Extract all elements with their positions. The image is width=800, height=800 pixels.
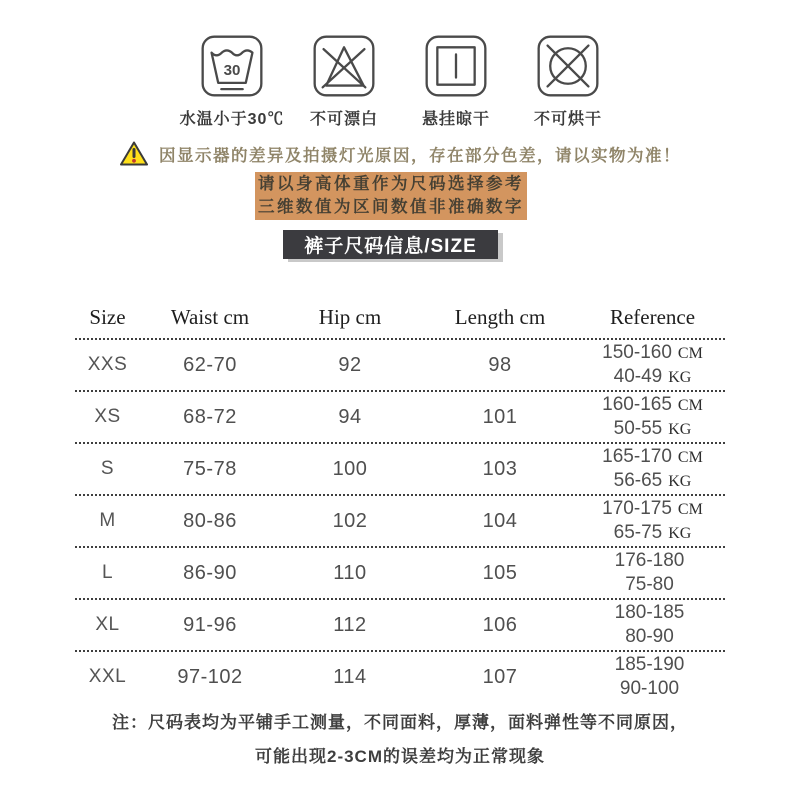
- col-header-reference: Reference: [609, 304, 696, 329]
- reference-weight-line: 65-75 KG: [613, 522, 692, 543]
- reference-height-line: 165-170 CM: [602, 446, 703, 467]
- reference-weight-line: 90-100: [619, 678, 680, 699]
- care-label: 水温小于30℃: [179, 111, 285, 128]
- table-row: [75, 340, 725, 392]
- page-title: 裤子尺码信息/SIZE: [304, 236, 477, 257]
- care-item-wash-30: [176, 34, 288, 129]
- care-item-hang-dry: [400, 34, 512, 129]
- length-cell: 107: [482, 665, 518, 688]
- color-difference-warning: [0, 140, 800, 167]
- reference-cell: [580, 549, 725, 597]
- svg-text:30: 30: [223, 61, 241, 79]
- waist-cell: 62-70: [183, 353, 237, 376]
- table-row: [75, 444, 725, 496]
- reference-cell: [580, 497, 725, 545]
- reference-weight-line: 50-55 KG: [613, 418, 692, 439]
- waist-cell: 75-78: [183, 457, 237, 480]
- no-bleach-icon: [312, 34, 376, 98]
- size-cell: XXL: [88, 666, 127, 687]
- measurement-note: [0, 706, 800, 774]
- size-cell: L: [101, 562, 114, 583]
- reference-cell: [580, 653, 725, 701]
- size-table: [75, 296, 725, 702]
- reference-height-line: 176-180: [614, 550, 685, 571]
- reference-height-line: 150-160 CM: [602, 342, 703, 363]
- tip-line-2: 三维数值为区间数值非准确数字: [258, 198, 524, 216]
- note-line-1: 注：尺码表均为平铺手工测量，不同面料，厚薄，面料弹性等不同原因，: [112, 713, 688, 732]
- waist-cell: 91-96: [183, 613, 237, 636]
- size-cell: XL: [95, 614, 120, 635]
- reference-weight-line: 40-49 KG: [613, 366, 692, 387]
- table-row: [75, 392, 725, 444]
- reference-weight-line: 56-65 KG: [613, 470, 692, 491]
- reference-height-line: 185-190: [614, 654, 685, 675]
- reference-height-line: 160-165 CM: [602, 394, 703, 415]
- size-tip-box: [255, 172, 527, 220]
- col-header-length: Length cm: [454, 304, 546, 329]
- reference-height-line: 170-175 CM: [602, 498, 703, 519]
- care-label: 悬挂晾干: [421, 111, 490, 128]
- hip-cell: 110: [333, 561, 367, 584]
- length-cell: 103: [482, 457, 518, 480]
- size-cell: S: [100, 458, 115, 479]
- hip-cell: 94: [338, 405, 362, 428]
- reference-weight-line: 75-80: [625, 574, 674, 595]
- col-header-hip: Hip cm: [318, 304, 382, 329]
- table-row: [75, 600, 725, 652]
- care-label: 不可漂白: [309, 111, 378, 128]
- waist-cell: 97-102: [177, 665, 243, 688]
- care-label: 不可烘干: [533, 111, 602, 128]
- size-cell: XXS: [87, 354, 128, 375]
- warning-triangle-icon: [119, 140, 149, 167]
- table-header-row: [75, 296, 725, 340]
- col-header-waist: Waist cm: [170, 304, 250, 329]
- hang-dry-icon: [424, 34, 488, 98]
- tip-line-1: 请以身高体重作为尺码选择参考: [258, 175, 524, 193]
- length-cell: 106: [482, 613, 518, 636]
- size-cell: M: [99, 510, 116, 531]
- hip-cell: 112: [333, 613, 367, 636]
- table-body: [75, 340, 725, 702]
- hip-cell: 114: [333, 665, 367, 688]
- care-item-no-bleach: [288, 34, 400, 129]
- reference-cell: [580, 445, 725, 493]
- reference-height-line: 180-185: [614, 602, 685, 623]
- length-cell: 105: [482, 561, 518, 584]
- warning-text: 因显示器的差异及拍摄灯光原因，存在部分色差，请以实物为准！: [159, 146, 681, 165]
- waist-cell: 68-72: [183, 405, 237, 428]
- length-cell: 104: [482, 509, 518, 532]
- reference-cell: [580, 341, 725, 389]
- reference-weight-line: 80-90: [625, 626, 674, 647]
- length-cell: 101: [482, 405, 518, 428]
- col-header-size: Size: [89, 304, 126, 329]
- hip-cell: 102: [332, 509, 368, 532]
- hip-cell: 100: [332, 457, 368, 480]
- care-item-no-tumble-dry: [512, 34, 624, 129]
- wash-30-icon: [200, 34, 264, 98]
- table-row: [75, 548, 725, 600]
- length-cell: 98: [488, 353, 512, 376]
- waist-cell: 86-90: [183, 561, 237, 584]
- care-icons-row: [0, 34, 800, 129]
- size-cell: XS: [94, 406, 121, 427]
- reference-cell: [580, 601, 725, 649]
- hip-cell: 92: [338, 353, 362, 376]
- no-tumble-dry-icon: [536, 34, 600, 98]
- table-row: [75, 496, 725, 548]
- table-row: [75, 652, 725, 702]
- note-line-2: 可能出现2-3CM的误差均为正常现象: [254, 747, 545, 766]
- reference-cell: [580, 393, 725, 441]
- waist-cell: 80-86: [183, 509, 237, 532]
- size-info-title-bar: [283, 230, 498, 259]
